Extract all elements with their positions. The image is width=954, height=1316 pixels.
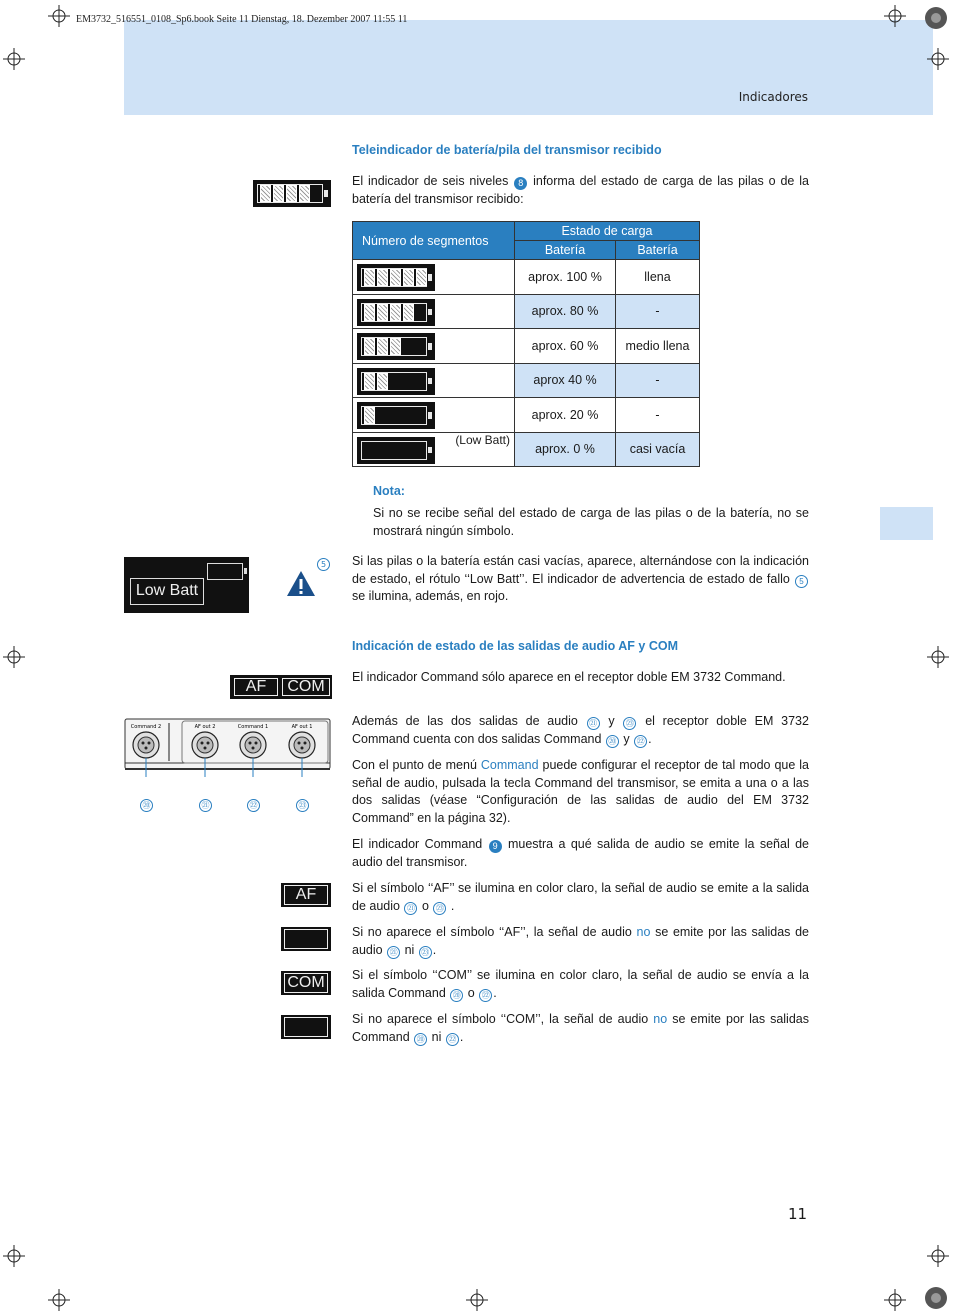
connector-label: Command 1 <box>237 724 269 730</box>
note-label: Nota: <box>373 484 405 498</box>
percent-cell: aprox. 100 % <box>515 260 616 295</box>
percent-cell: aprox. 80 % <box>515 294 616 329</box>
af-on-display: AF <box>281 883 331 907</box>
registration-mark-icon <box>3 48 25 70</box>
color-target-icon <box>924 6 948 30</box>
color-target-icon <box>924 1286 948 1310</box>
registration-mark-icon <box>927 1245 949 1267</box>
header-band <box>124 20 933 115</box>
audio-p7: Si el símbolo ‘‘COM’’ se ilumina en color claro, la señal de audio se envía a la salida Command ⑳ o ㉒ . <box>352 968 809 1000</box>
ref-5-icon: 5 <box>317 558 330 571</box>
af-com-display <box>230 675 332 699</box>
af-off-display <box>281 927 331 951</box>
audio-p3: Con el punto de menú Command puede configurar el receptor de tal modo que la señal de audio, pulsada la tecla Command del transmisor, se emita a una o a las dos salidas (véase “Configuración de las salidas de audio del EM 3732 Command” en la página 32). <box>352 758 809 825</box>
state-cell: llena <box>616 260 700 295</box>
battery-intro: El indicador de seis niveles 8 informa del estado de carga de las pilas o de la batería del transmisor recibido: <box>352 174 809 206</box>
battery-level-icon <box>357 368 435 395</box>
audio-p4: El indicador Command 9 muestra a qué salida de audio se emite la señal de audio del transmisor. <box>352 837 810 869</box>
battery-level-icon <box>357 437 435 464</box>
lowbatt-label: Low Batt <box>130 578 204 605</box>
table-row <box>353 398 700 433</box>
registration-mark-icon <box>927 48 949 70</box>
connector-label: AF out 2 <box>194 724 216 730</box>
registration-mark-icon <box>466 1289 488 1311</box>
col-segments: Número de segmentos <box>353 222 515 260</box>
lowbatt-display <box>124 557 249 613</box>
table-row <box>353 432 700 467</box>
warning-triangle-icon <box>286 570 316 597</box>
lowbatt-paragraph: Si las pilas o la batería están casi vacías, aparece, alternándose con la indicación de estado, el rótulo ‘‘Low Batt’’. El indicador de advertencia de estado de fallo 5 se ilumina, además, en rojo. <box>352 554 809 603</box>
registration-mark-icon <box>884 1289 906 1311</box>
percent-cell: aprox 40 % <box>515 363 616 398</box>
com-off-display <box>281 1015 331 1039</box>
state-cell: - <box>616 363 700 398</box>
menu-command-link: Command <box>480 758 539 772</box>
registration-mark-icon <box>48 1289 70 1311</box>
percent-cell: aprox. 60 % <box>515 329 616 364</box>
connector-ref-icon: ㉒ <box>247 799 260 812</box>
side-tab <box>880 507 933 540</box>
battery-segments-table <box>352 221 700 467</box>
battery-section-title: Teleindicador de batería/pila del transmisor recibido <box>352 143 662 157</box>
registration-mark-icon <box>927 646 949 668</box>
col-charge: Estado de carga <box>515 222 700 241</box>
ref-8-icon: 8 <box>514 177 527 190</box>
section-title: Indicadores <box>738 90 808 104</box>
battery-level-icon <box>357 264 435 291</box>
connector-label: Command 2 <box>130 724 162 730</box>
percent-cell: aprox. 20 % <box>515 398 616 433</box>
note-text: Si no se recibe señal del estado de carga de las pilas o de la batería, no se mostrará ningún símbolo. <box>373 506 809 538</box>
audio-p2: Además de las dos salidas de audio ㉑ y ㉓ el receptor doble EM 3732 Command cuenta con dos salidas Command ⑳ y ㉒ . <box>352 714 809 746</box>
col-battery-2: Batería <box>616 241 700 260</box>
percent-cell: aprox. 0 % <box>515 432 616 467</box>
lowbatt-note: (Low Batt) <box>455 432 510 447</box>
registration-mark-icon <box>884 5 906 27</box>
battery-empty-icon <box>207 563 243 580</box>
state-cell: casi vacía <box>616 432 700 467</box>
registration-mark-icon <box>48 5 70 27</box>
battery-level-icon <box>357 402 435 429</box>
table-row <box>353 363 700 398</box>
registration-mark-icon <box>3 1245 25 1267</box>
audio-p5: Si el símbolo ‘‘AF’’ se ilumina en color claro, la señal de audio se emite a la salida de audio ㉑ o ㉓ . <box>352 881 809 913</box>
com-symbol: COM <box>282 678 330 696</box>
connector-label: AF out 1 <box>291 724 313 730</box>
registration-mark-icon <box>3 646 25 668</box>
print-slug: EM3732_516551_0108_Sp6.book Seite 11 Dienstag, 18. Dezember 2007 11:55 11 <box>76 14 408 25</box>
af-symbol: AF <box>234 678 278 696</box>
state-cell: - <box>616 398 700 433</box>
connector-panel <box>124 717 331 777</box>
connector-ref-icon: ⑳ <box>140 799 153 812</box>
table-row <box>353 294 700 329</box>
state-cell: - <box>616 294 700 329</box>
audio-section-title: Indicación de estado de las salidas de audio AF y COM <box>352 639 679 653</box>
connector-ref-icon: ㉑ <box>199 799 212 812</box>
table-row <box>353 329 700 364</box>
connector-ref-icon: ㉓ <box>296 799 309 812</box>
com-on-display: COM <box>281 971 331 995</box>
battery-indicator-icon <box>253 180 331 207</box>
battery-level-icon <box>357 299 435 326</box>
col-battery-1: Batería <box>515 241 616 260</box>
state-cell: medio llena <box>616 329 700 364</box>
audio-p8: Si no aparece el símbolo ‘‘COM’’, la señal de audio no se emite por las salidas Command ⑳ ni ㉒ . <box>352 1012 809 1044</box>
page-number: 11 <box>788 1205 808 1223</box>
battery-level-icon <box>357 333 435 360</box>
audio-p1: El indicador Command sólo aparece en el receptor doble EM 3732 Command. <box>352 670 786 684</box>
table-row <box>353 260 700 295</box>
audio-p6: Si no aparece el símbolo ‘‘AF’’, la señal de audio no se emite por las salidas de audio ㉑ ni ㉓ . <box>352 925 809 957</box>
